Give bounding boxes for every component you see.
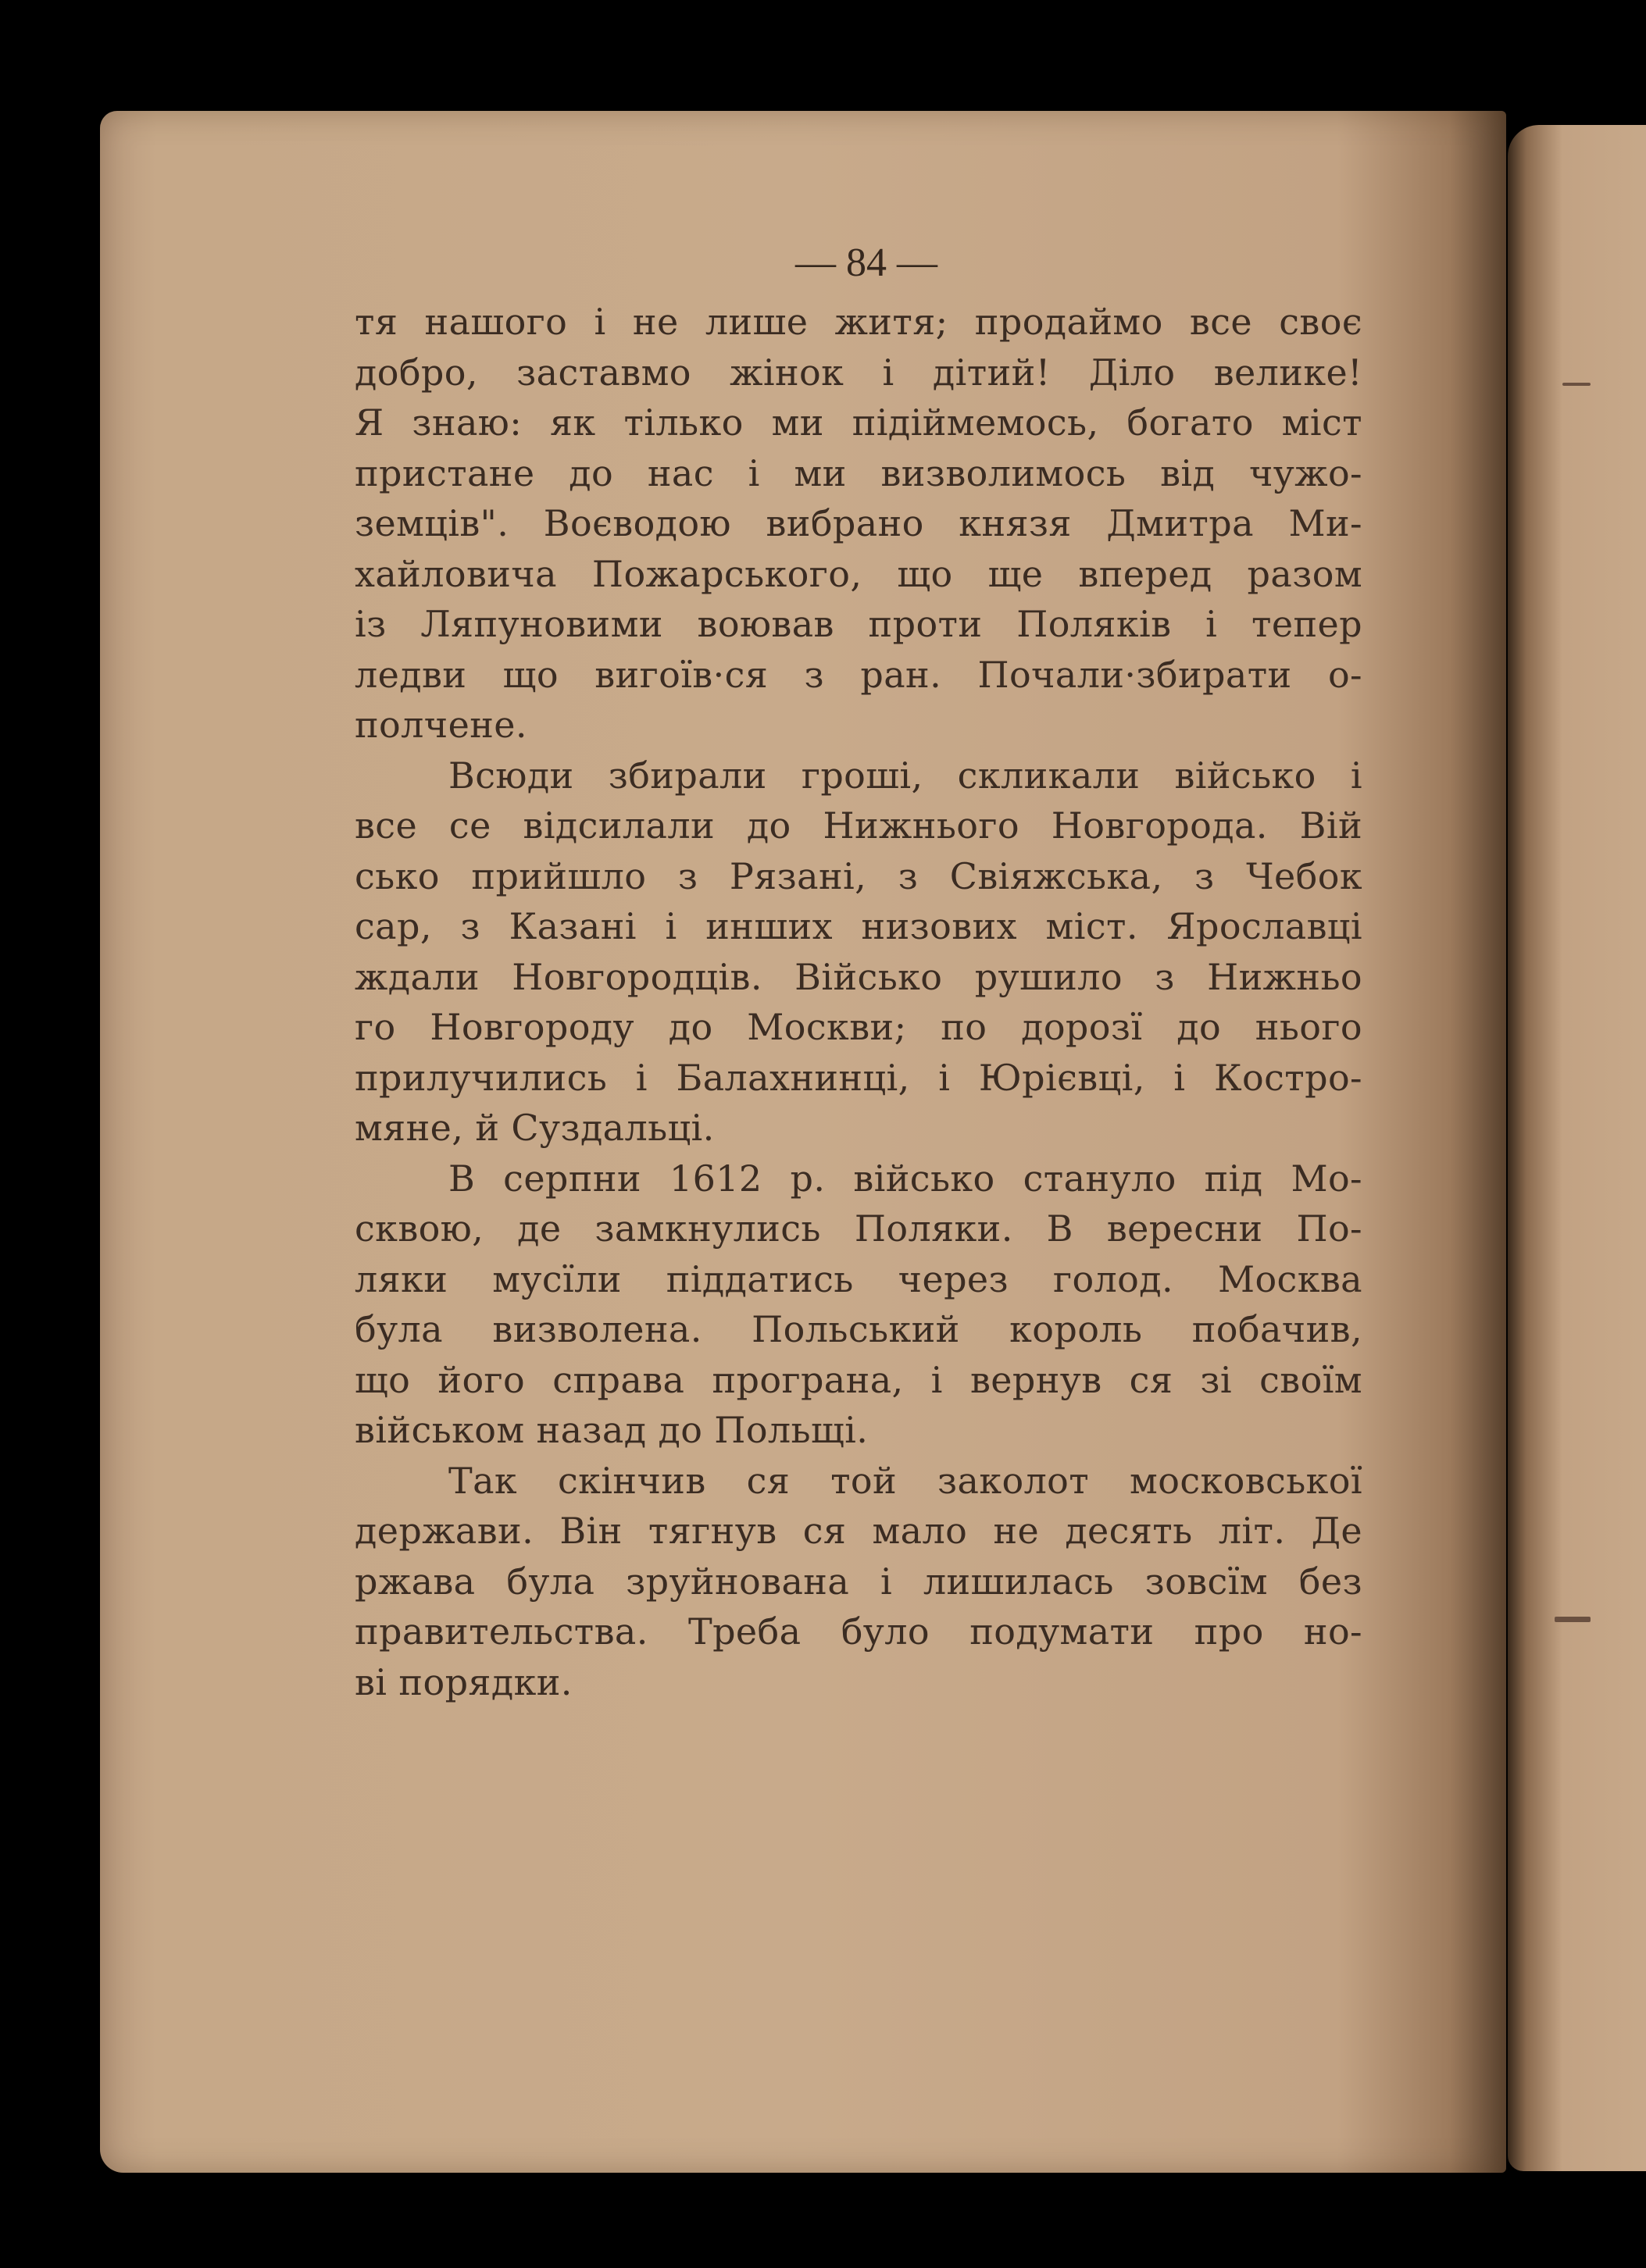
text-line: із Ляпуновими воював проти Поляків і тепер [355,603,1362,645]
text-line: Всюди збирали гроші, скликали військо і [448,754,1362,797]
page-speck [1562,383,1591,386]
text-line: ледви що вигоїв·ся з ран. Почали·збирати о- [355,653,1362,696]
text-line: все се відсилали до Нижнього Новгорода. Вій [355,804,1362,847]
text-line: ржава була зруйнована і лишилась зовсїм без [355,1560,1362,1603]
facing-page [1508,125,1646,2171]
text-line: полчене. [355,704,527,746]
paragraph-2 [355,751,1362,1154]
text-line: військом назад до Польщі. [355,1409,869,1451]
page-speck [1555,1617,1591,1622]
paragraph-1 [355,297,1362,751]
text-line: тя нашого і не лише житя; продаймо все своє [355,301,1362,343]
text-line: ві порядки. [355,1660,573,1703]
text-line: пристане до нас і ми визволимось від чужо- [355,451,1362,494]
text-line: Так скінчив ся той заколот московської [448,1459,1362,1502]
text-line: ляки мусїли піддатись через голод. Москва [355,1257,1362,1300]
paragraph-3 [355,1154,1362,1456]
text-line: го Новгороду до Москви; по дорозї до нього [355,1006,1362,1048]
text-line: хайловича Пожарського, що ще вперед разом [355,552,1362,595]
paragraph-4 [355,1456,1362,1708]
text-line: добро, заставмо жінок і дітий! Діло велике! [355,351,1362,394]
text-line: сько прийшло з Рязані, з Свіяжська, з Чебок [355,854,1362,897]
text-line: правительства. Треба було подумати про но- [355,1610,1362,1653]
page-text [355,234,1362,1707]
text-line: прилучились і Балахнинці, і Юрієвці, і Костро- [355,1056,1362,1099]
text-line: земців". Воєводою вибрано князя Дмитра Ми- [355,502,1362,544]
page-number: — 84 — [795,241,937,285]
text-line: була визволена. Польський король побачив, [355,1308,1362,1350]
text-line: що його справа програна, і вернув ся зі своїм [355,1358,1362,1401]
text-line: Я знаю: як тілько ми підіймемось, богато міст [355,401,1362,444]
text-line: В серпни 1612 р. військо стануло під Мо- [448,1157,1362,1200]
text-line: сар, з Казані і инших низових міст. Ярославці [355,905,1362,947]
text-line: держави. Він тягнув ся мало не десять літ. Де [355,1510,1362,1552]
text-line: сквою, де замкнулись Поляки. В вересни По- [355,1207,1362,1250]
text-line: ждали Новгородців. Військо рушило з Нижньо [355,955,1362,998]
text-line: мяне, й Суздальці. [355,1107,715,1149]
